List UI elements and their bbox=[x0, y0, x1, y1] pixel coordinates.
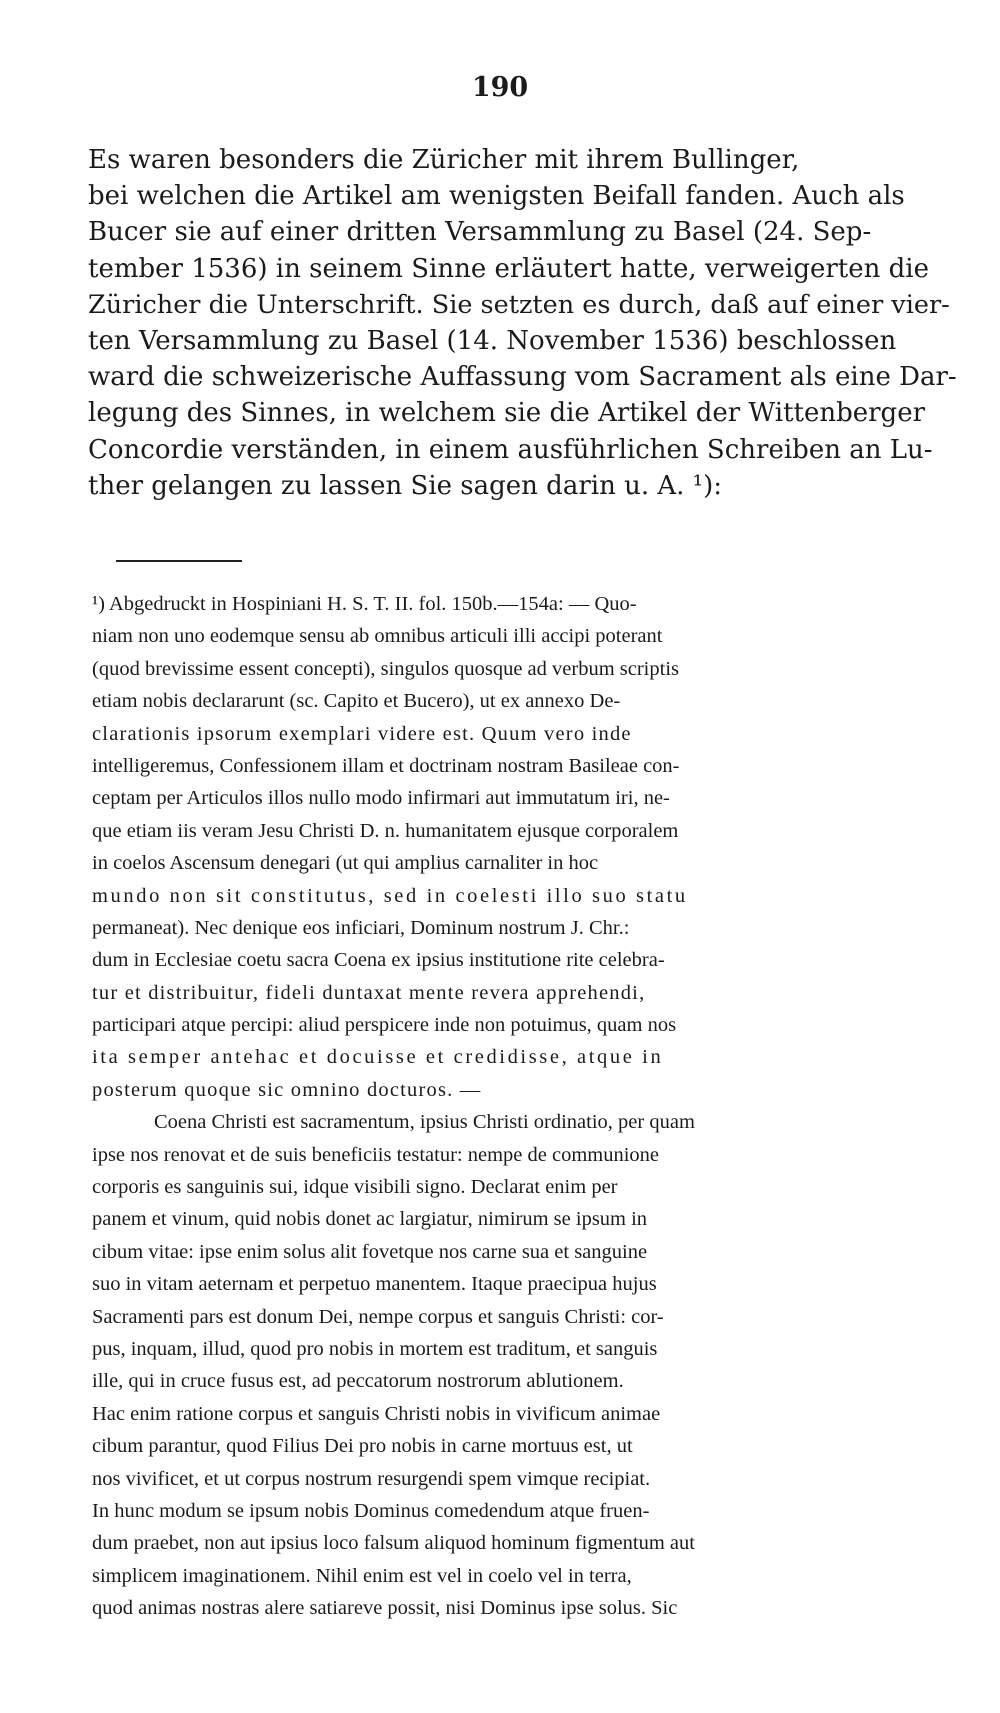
main-text-line: tember 1536) in seinem Sinne erläutert hatte, verweigerten die bbox=[88, 253, 930, 284]
footnote-line: ille, qui in cruce fusus est, ad peccatorum nostrorum ablutionem. bbox=[92, 1370, 624, 1393]
footnote-line: cibum vitae: ipse enim solus alit fovetque nos carne sua et sanguine bbox=[92, 1240, 648, 1263]
footnote-line: niam non uno eodemque sensu ab omnibus articuli illi accipi poterant bbox=[92, 625, 663, 648]
footnote-line: quod animas nostras alere satiareve possit, nisi Dominus ipse solus. Sic bbox=[92, 1597, 678, 1620]
footnote-line: etiam nobis declararunt (sc. Capito et Bucero), ut ex annexo De- bbox=[92, 690, 621, 713]
footnote-line: ceptam per Articulos illos nullo modo infirmari aut immutatum iri, ne- bbox=[92, 787, 670, 810]
main-text-line: Züricher die Unterschrift. Sie setzten es durch, daß auf einer vier- bbox=[88, 289, 950, 320]
main-text-line: Concordie verständen, in einem ausführlichen Schreiben an Lu- bbox=[88, 434, 933, 465]
footnote-line: panem et vinum, quid nobis donet ac largiatur, nimirum se ipsum in bbox=[92, 1208, 648, 1231]
main-paragraph bbox=[88, 142, 958, 504]
footnote-line: mundo non sit constitutus, sed in coelesti illo suo statu bbox=[92, 884, 688, 907]
footnote-line: permaneat). Nec denique eos inficiari, Dominum nostrum J. Chr.: bbox=[92, 916, 630, 939]
footnote-line: corporis es sanguinis sui, idque visibili signo. Declarat enim per bbox=[92, 1176, 618, 1199]
footnote-line: Sacramenti pars est donum Dei, nempe corpus et sanguis Christi: cor- bbox=[92, 1305, 664, 1328]
footnote-line: suo in vitam aeternam et perpetuo manentem. Itaque praecipua hujus bbox=[92, 1273, 657, 1296]
footnote-line: (quod brevissime essent concepti), singulos quosque ad verbum scriptis bbox=[92, 657, 679, 680]
footnote-line: simplicem imaginationem. Nihil enim est vel in coelo vel in terra, bbox=[92, 1564, 632, 1587]
main-text-line: legung des Sinnes, in welchem sie die Artikel der Wittenberger bbox=[88, 398, 926, 429]
footnote-line: dum in Ecclesiae coetu sacra Coena ex ipsius institutione rite celebra- bbox=[92, 949, 665, 972]
main-text-line: ten Versammlung zu Basel (14. November 1536) beschlossen bbox=[88, 325, 897, 356]
page-number: 190 bbox=[471, 72, 529, 103]
footnote-line: cibum parantur, quod Filius Dei pro nobis in carne mortuus est, ut bbox=[92, 1435, 633, 1458]
footnote-line: participari atque percipi: aliud perspicere inde non potuimus, quam nos bbox=[92, 1014, 677, 1037]
footnote-divider bbox=[116, 560, 242, 562]
footnote-line: posterum quoque sic omnino docturos. — bbox=[92, 1078, 482, 1101]
footnote-line: in coelos Ascensum denegari (ut qui amplius carnaliter in hoc bbox=[92, 852, 599, 875]
footnote-line: intelligeremus, Confessionem illam et doctrinam nostram Basileae con- bbox=[92, 754, 680, 777]
footnote-line: nos vivificet, et ut corpus nostrum resurgendi spem vimque recipiat. bbox=[92, 1467, 651, 1490]
footnote-line: ¹) Abgedruckt in Hospiniani H. S. T. II. fol. 150b.—154a: — Quo- bbox=[92, 593, 637, 615]
footnote-line: tur et distribuitur, fideli duntaxat mente revera apprehendi, bbox=[92, 981, 646, 1004]
footnote-line: Coena Christi est sacramentum, ipsius Christi ordinatio, per quam bbox=[154, 1111, 695, 1134]
main-text-line: Bucer sie auf einer dritten Versammlung zu Basel (24. Sep- bbox=[88, 217, 872, 248]
footnote-line: clarationis ipsorum exemplari videre est. Quum vero inde bbox=[92, 722, 632, 745]
footnote-line: pus, inquam, illud, quod pro nobis in mortem est traditum, et sanguis bbox=[92, 1337, 658, 1360]
main-text-line: Es waren besonders die Züricher mit ihrem Bullinger, bbox=[88, 145, 800, 175]
footnote bbox=[92, 588, 960, 1625]
footnote-line: ita semper antehac et docuisse et credidisse, atque in bbox=[92, 1046, 664, 1069]
main-text-line: ward die schweizerische Auffassung vom Sacrament als eine Dar- bbox=[88, 362, 957, 393]
footnote-line: In hunc modum se ipsum nobis Dominus comedendum atque fruen- bbox=[92, 1499, 650, 1522]
footnote-line: que etiam iis veram Jesu Christi D. n. humanitatem ejusque corporalem bbox=[92, 819, 679, 842]
main-text-line: ther gelangen zu lassen Sie sagen darin u. A. ¹): bbox=[88, 470, 722, 501]
footnote-line: ipse nos renovat et de suis beneficiis testatur: nempe de communione bbox=[92, 1143, 660, 1166]
footnote-line: dum praebet, non aut ipsius loco falsum aliquod hominum figmentum aut bbox=[92, 1532, 695, 1555]
main-text-line: bei welchen die Artikel am wenigsten Beifall fanden. Auch als bbox=[88, 181, 905, 212]
footnote-line: Hac enim ratione corpus et sanguis Christi nobis in vivificum animae bbox=[92, 1402, 661, 1425]
